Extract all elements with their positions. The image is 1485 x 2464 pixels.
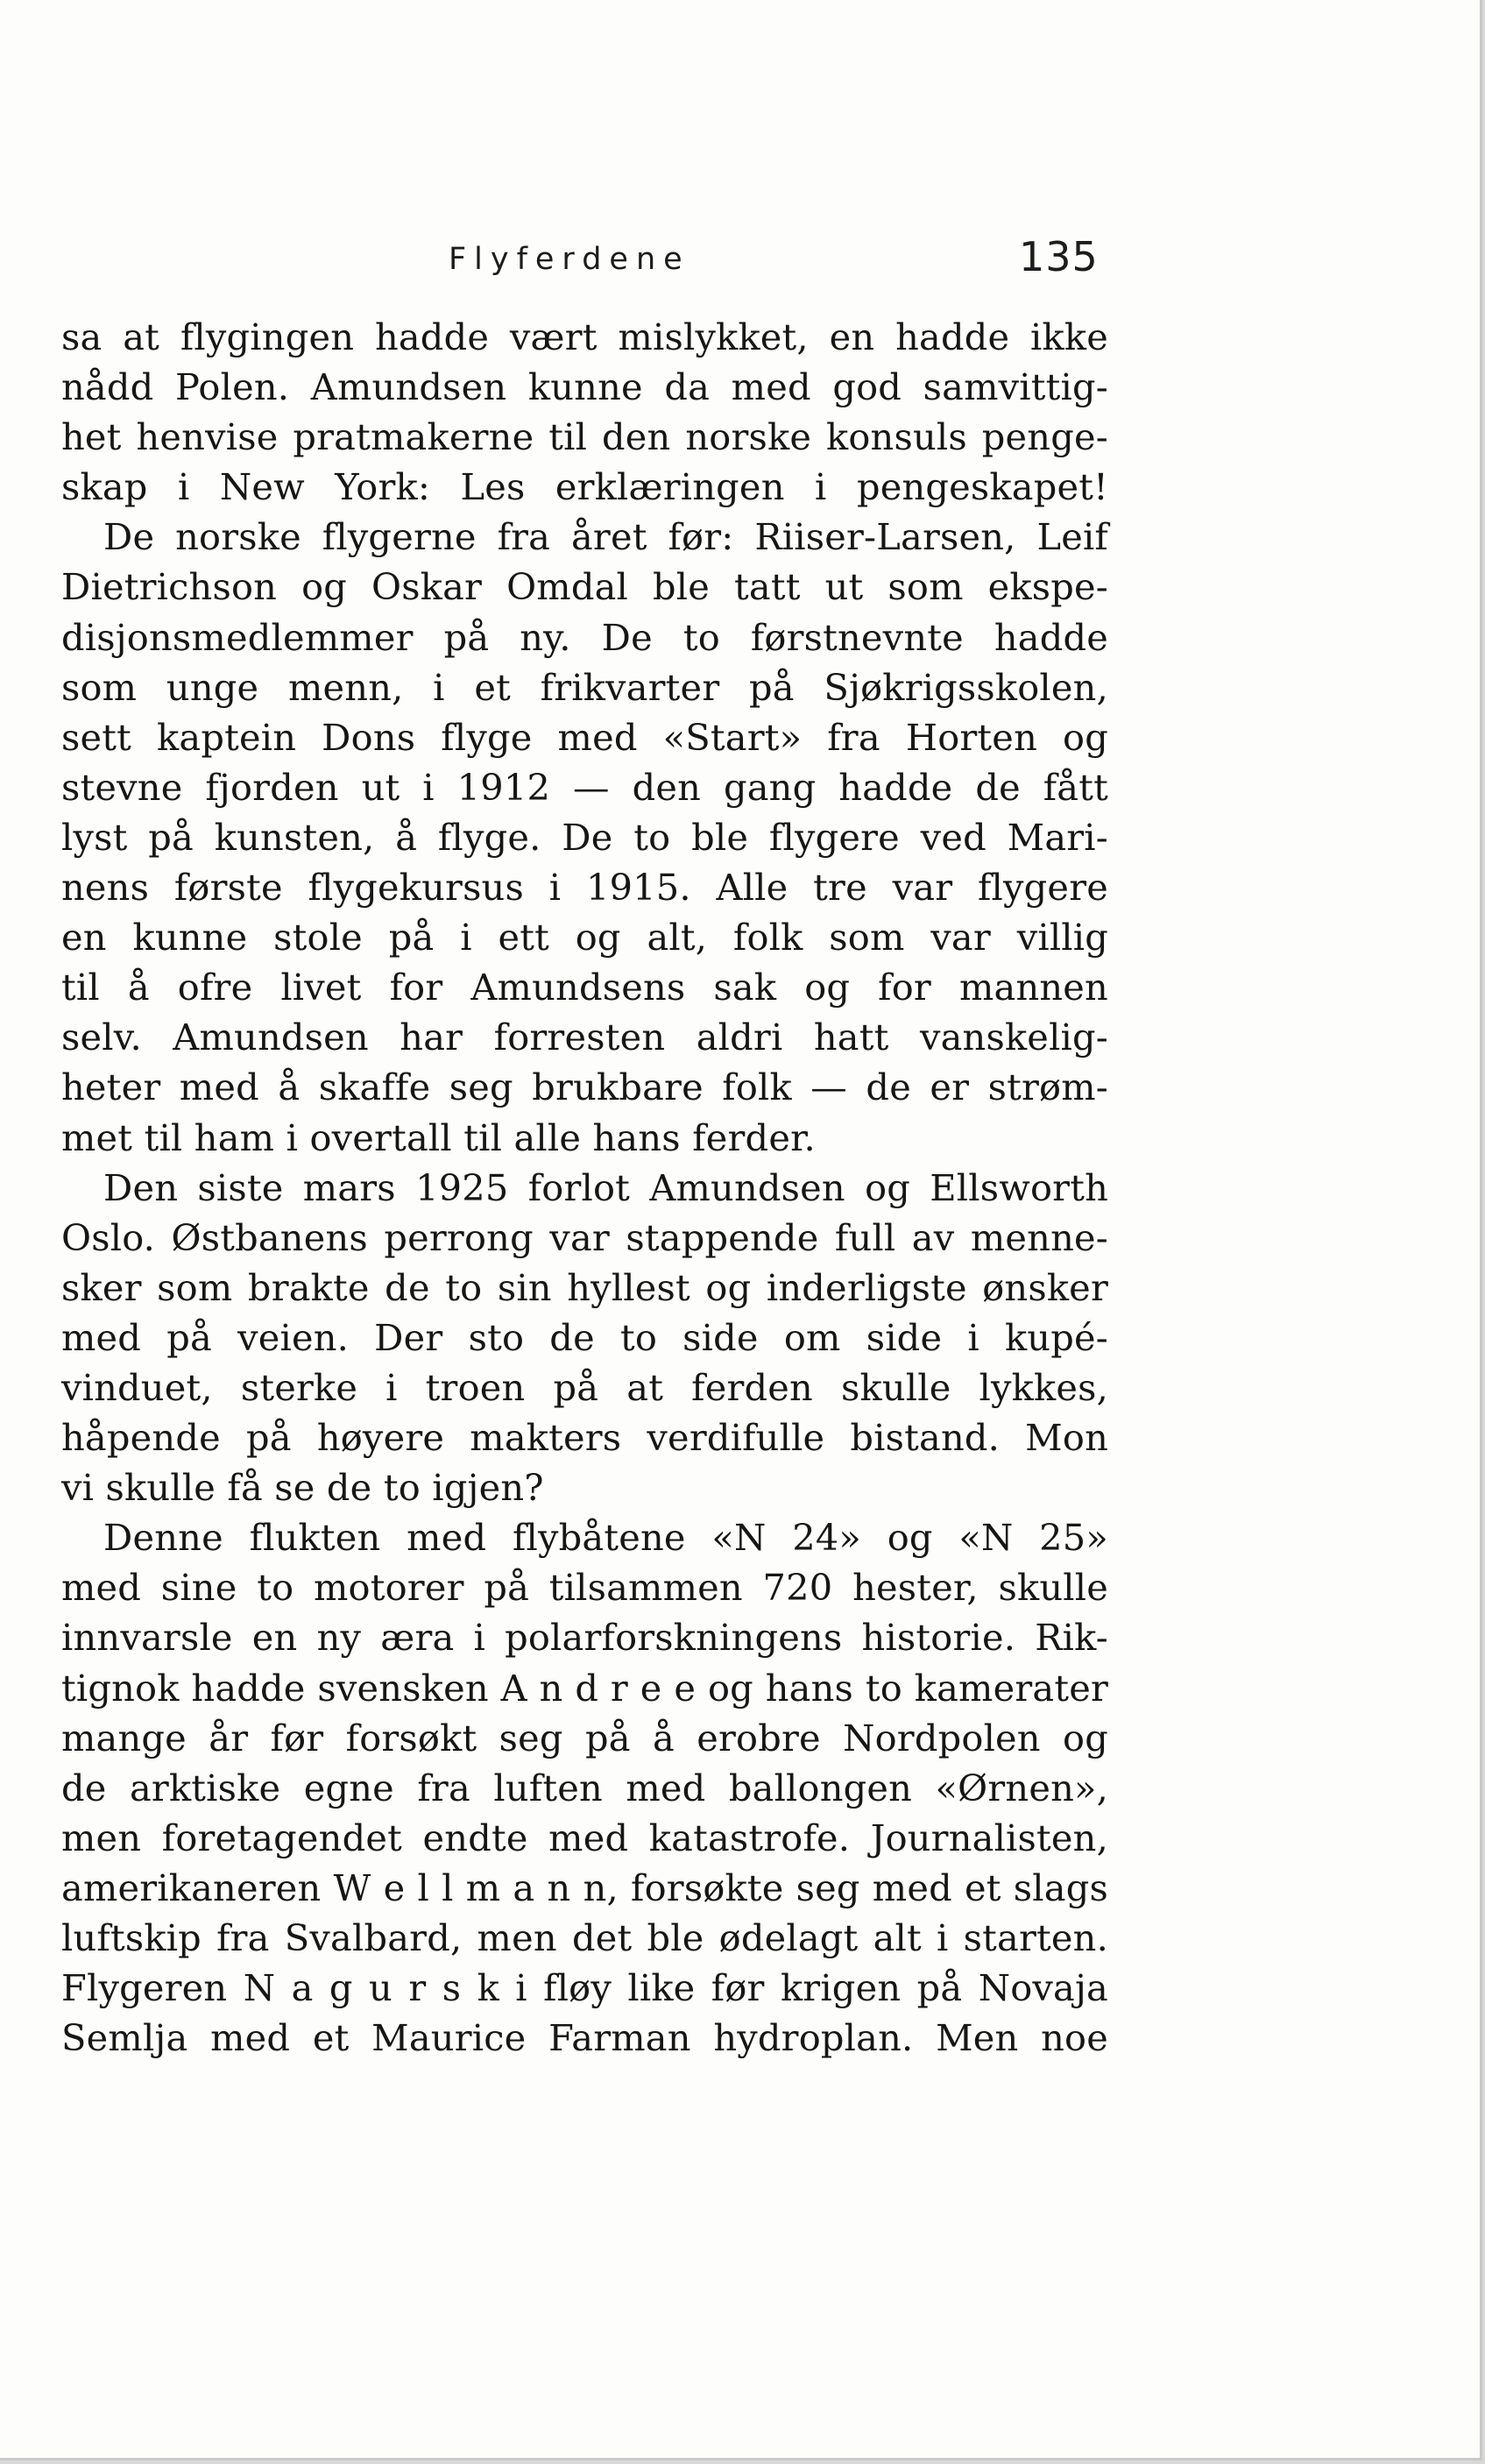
text-line: mange år før forsøkt seg på å erobre Nordpolen og bbox=[61, 1716, 1108, 1759]
text-line: tignok hadde svensken A n d r e e og hans to kamerater bbox=[61, 1666, 1108, 1710]
text-line: vinduet, sterke i troen på at ferden skulle lykkes, bbox=[61, 1365, 1108, 1409]
page-header bbox=[0, 230, 1099, 291]
text-line: som unge menn, i et frikvarter på Sjøkrigsskolen, bbox=[61, 665, 1108, 709]
text-line: amerikaneren W e l l m a n n, forsøkte seg med et slags bbox=[61, 1866, 1108, 1909]
page-number: 135 bbox=[1019, 233, 1099, 280]
text-line: lyst på kunsten, å flyge. De to ble flygere ved Mari- bbox=[61, 815, 1108, 859]
text-line: De norske flygerne fra året før: Riiser-Larsen, Leif bbox=[103, 515, 1108, 559]
text-line: sa at flygingen hadde vært mislykket, en hadde ikke bbox=[61, 315, 1108, 358]
text-line: vi skulle få se de to igjen? bbox=[61, 1466, 544, 1510]
text-line: innvarsle en ny æra i polarforskningens historie. Rik- bbox=[61, 1616, 1108, 1660]
text-line: Dietrichson og Oskar Omdal ble tatt ut som ekspe- bbox=[61, 565, 1108, 609]
text-line: disjonsmedlemmer på ny. De to førstnevnte hadde bbox=[61, 615, 1108, 659]
text-line: Semlja med et Maurice Farman hydroplan. Men noe bbox=[61, 2016, 1108, 2060]
text-line: men foretagendet endte med katastrofe. Journalisten, bbox=[61, 1816, 1108, 1859]
text-line: het henvise pratmakerne til den norske konsuls penge- bbox=[61, 415, 1108, 459]
text-line: en kunne stole på i ett og alt, folk som var villig bbox=[61, 916, 1108, 959]
text-line: med sine to motorer på tilsammen 720 hester, skulle bbox=[61, 1566, 1108, 1610]
running-title: Flyferdene bbox=[449, 242, 690, 277]
text-line: håpende på høyere makters verdifulle bistand. Mon bbox=[61, 1416, 1108, 1460]
text-line: sett kaptein Dons flyge med «Start» fra Horten og bbox=[61, 715, 1108, 759]
text-line: sker som brakte de to sin hyllest og inderligste ønsker bbox=[61, 1265, 1108, 1309]
text-line: met til ham i overtall til alle hans ferder. bbox=[61, 1115, 816, 1159]
text-line: Denne flukten med flybåtene «N 24» og «N 25» bbox=[103, 1516, 1108, 1560]
text-line: Oslo. Østbanens perrong var stappende full av menne- bbox=[61, 1215, 1108, 1259]
text-line: luftskip fra Svalbard, men det ble ødelagt alt i starten. bbox=[61, 1916, 1108, 1959]
text-line: nens første flygekursus i 1915. Alle tre var flygere bbox=[61, 866, 1108, 910]
text-line: nådd Polen. Amundsen kunne da med god samvittig- bbox=[61, 365, 1108, 409]
text-line: til å ofre livet for Amundsens sak og for mannen bbox=[61, 966, 1108, 1009]
text-line: Den siste mars 1925 forlot Amundsen og Ellsworth bbox=[103, 1165, 1108, 1209]
text-line: heter med å skaffe seg brukbare folk — de er strøm- bbox=[61, 1066, 1108, 1109]
text-line: skap i New York: Les erklæringen i pengeskapet! bbox=[61, 465, 1108, 509]
body-text bbox=[61, 312, 1108, 2063]
text-line: stevne fjorden ut i 1912 — den gang hadde de fått bbox=[61, 765, 1108, 809]
text-line: Flygeren N a g u r s k i fløy like før krigen på Novaja bbox=[61, 1966, 1108, 2010]
text-line: de arktiske egne fra luften med ballongen «Ørnen», bbox=[61, 1766, 1108, 1809]
text-line: selv. Amundsen har forresten aldri hatt vanskelig- bbox=[61, 1016, 1108, 1059]
text-line: med på veien. Der sto de to side om side i kupé- bbox=[61, 1315, 1108, 1359]
